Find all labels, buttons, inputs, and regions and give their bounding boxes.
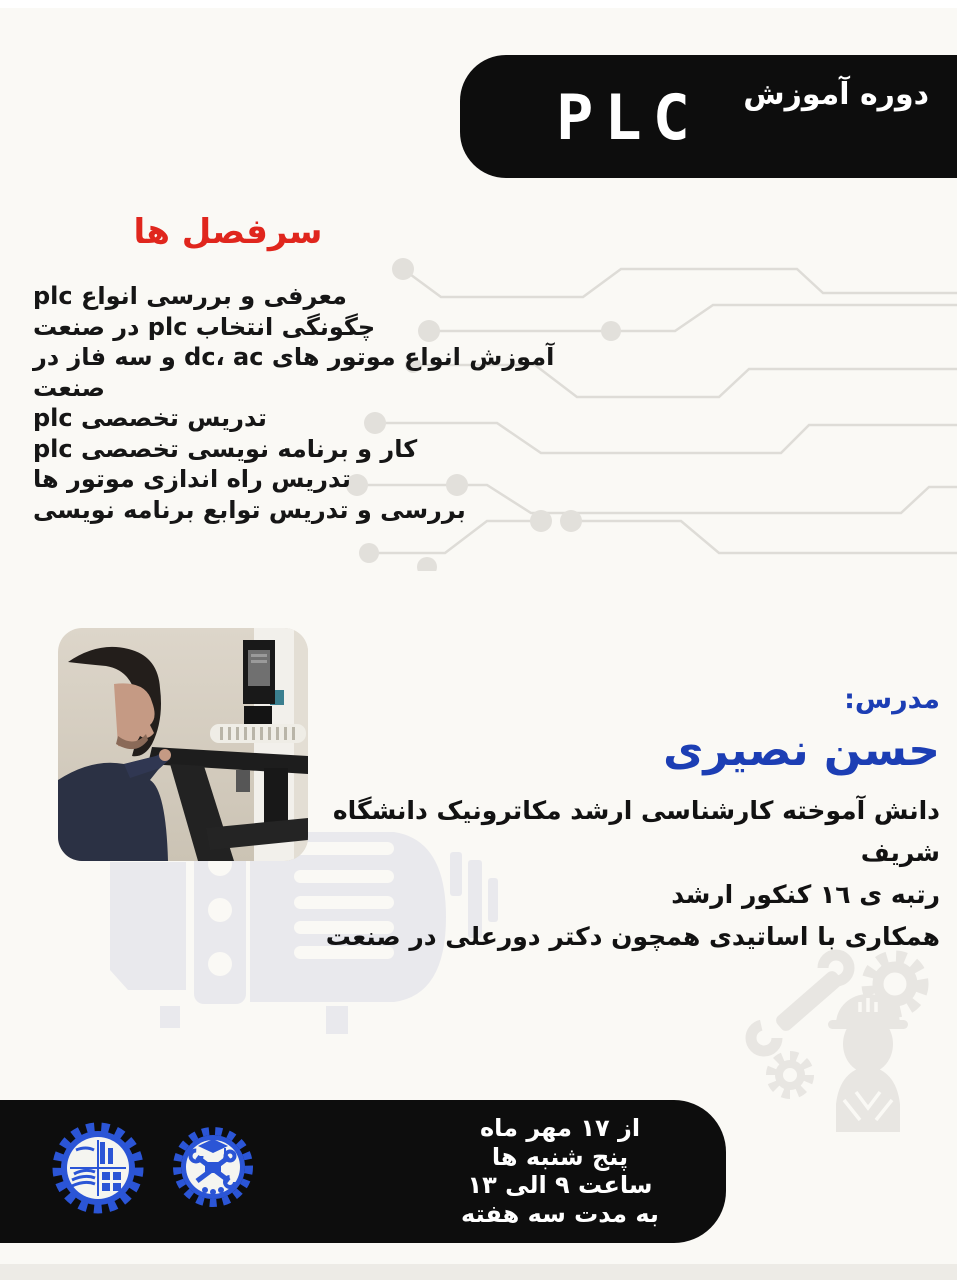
- instructor-section: [300, 684, 940, 958]
- topic-item: بررسی و تدریس توابع برنامه نویسی: [33, 495, 466, 524]
- topics-list: [33, 281, 563, 525]
- topic-item: آموزش انواع موتور های dc، ac و سه فاز در صنعت: [33, 343, 555, 402]
- scientific-association-logo: [172, 1126, 254, 1208]
- schedule-line: به مدت سه هفته: [461, 1199, 659, 1228]
- topic-item: تدریس تخصصی plc: [33, 404, 267, 432]
- schedule-line: پنج شنبه ها: [491, 1142, 629, 1171]
- engineer-watermark-graphic: [740, 932, 957, 1132]
- credential-line: رتبه ی ١٦ کنکور ارشد: [671, 880, 940, 909]
- bottom-edge-strip: [0, 1264, 957, 1280]
- course-title: PLC: [556, 81, 701, 154]
- topic-item: تدریس راه اندازی موتور ها: [33, 465, 351, 493]
- course-banner: [460, 55, 957, 178]
- schedule-line: ساعت ٩ الی ١٣: [467, 1171, 653, 1199]
- topic-item: چگونگی انتخاب plc در صنعت: [33, 312, 376, 341]
- instructor-photo: [58, 628, 308, 861]
- course-kicker: دوره آموزش: [743, 77, 929, 112]
- schedule-line: از ١٧ مهر ماه: [479, 1114, 641, 1142]
- schedule-banner: [0, 1100, 726, 1243]
- instructor-name: حسن نصیری: [663, 725, 940, 776]
- topic-item: کار و برنامه نویسی تخصصی plc: [33, 434, 418, 463]
- credential-line: همکاری با اساتیدی همچون دکتر دورعلی در صنعت: [325, 922, 940, 951]
- top-edge-strip: [0, 0, 957, 8]
- instructor-credentials: [300, 790, 940, 958]
- credential-line: دانش آموخته کارشناسی ارشد مکاترونیک دانشگاه شریف: [332, 796, 940, 867]
- topic-item: معرفی و بررسی انواع plc: [33, 282, 347, 310]
- topics-heading: سرفصل ها: [133, 212, 323, 252]
- sharif-university-logo: [52, 1122, 144, 1214]
- schedule-text: [400, 1114, 720, 1228]
- instructor-label: مدرس:: [844, 684, 940, 715]
